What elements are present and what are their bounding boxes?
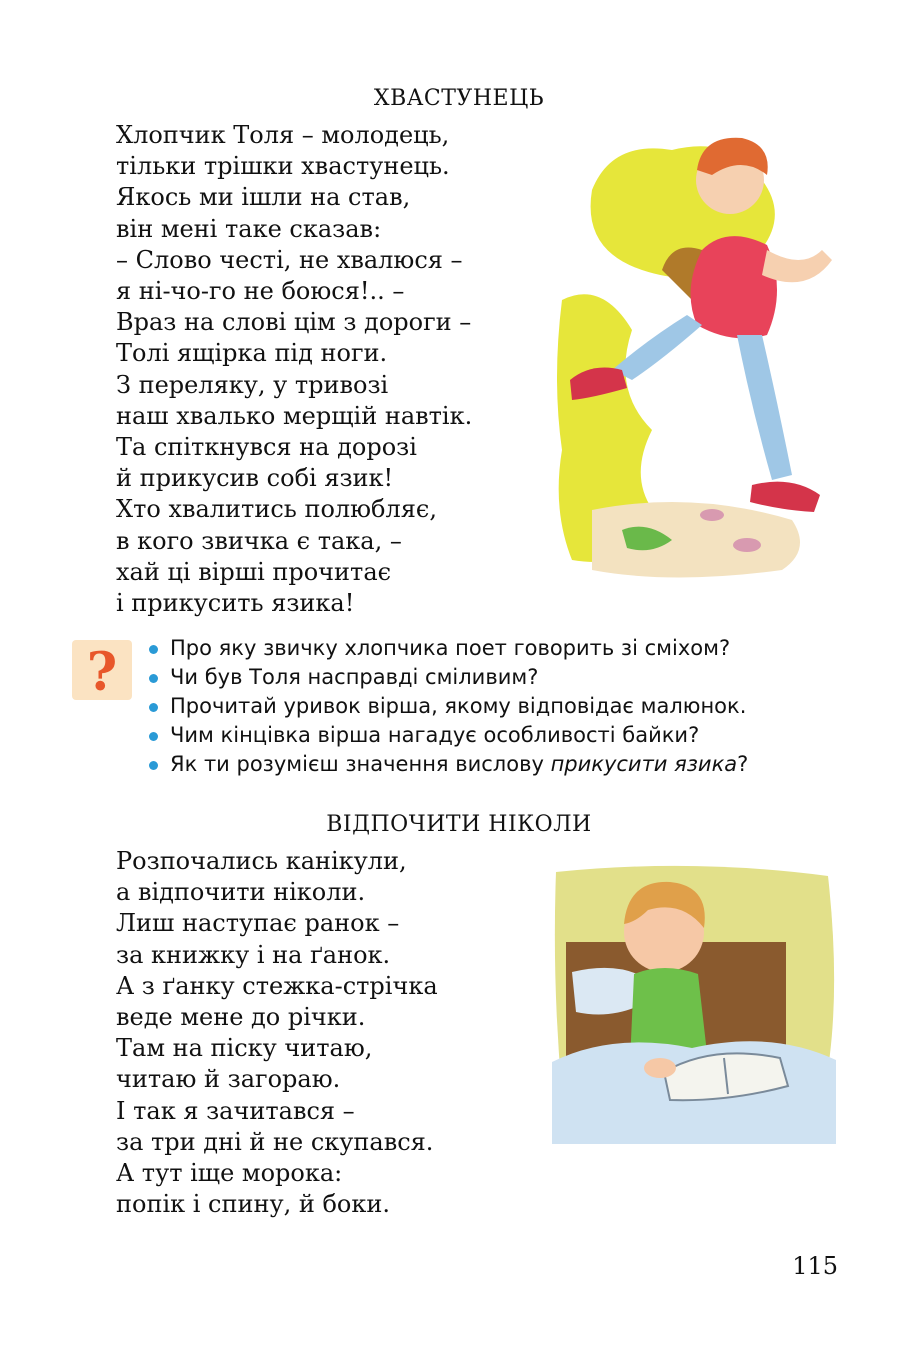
- poem-line: за три дні й не скупався.: [116, 1127, 434, 1156]
- poem-line: в кого звичка є така, –: [116, 526, 402, 555]
- question-mark-icon: [72, 640, 132, 700]
- question-item: Прочитай уривок вірша, якому відповідає малюнок.: [146, 692, 748, 721]
- question-mark: ?: [737, 752, 749, 776]
- poem-line: тільки трішки хвастунець.: [116, 152, 450, 181]
- poem1-text: [116, 120, 472, 619]
- question-item: Чим кінцівка вірша нагадує особливості байки?: [146, 721, 748, 750]
- poem-line: А тут іще морока:: [116, 1159, 343, 1188]
- poem-line: веде мене до річки.: [116, 1003, 366, 1032]
- poem-line: Хлопчик Толя – молодець,: [116, 121, 450, 149]
- poem-line: З переляку, у тривозі: [116, 370, 389, 399]
- poem-line: Розпочались канікули,: [116, 847, 407, 875]
- poem-line: І так я зачитався –: [116, 1096, 355, 1125]
- page-number: 115: [792, 1252, 838, 1280]
- question-item: [146, 750, 748, 779]
- poem-line: він мені таке сказав:: [116, 214, 382, 243]
- question-item: Про яку звичку хлопчика поет говорить зі сміхом?: [146, 634, 748, 663]
- poem-line: Враз на слові цім з дороги –: [116, 308, 472, 337]
- poem-line: а відпочити ніколи.: [116, 878, 366, 907]
- poem-line: Та спіткнувся на дорозі: [116, 433, 417, 462]
- poem-line: за книжку і на ґанок.: [116, 940, 391, 969]
- poem-line: Хто хвалитись полюбляє,: [116, 495, 437, 524]
- poem-line: Толі ящірка під ноги.: [116, 339, 388, 368]
- questions-list: [146, 634, 748, 779]
- poem-line: А з ґанку стежка-стрічка: [116, 971, 438, 1000]
- question-text: Як ти розумієш значення вислову: [170, 752, 551, 776]
- poem-line: й прикусив собі язик!: [116, 464, 394, 493]
- poem2-text: [116, 846, 438, 1220]
- reading-boy-illustration: [552, 862, 840, 1144]
- poem-line: і прикусить язика!: [116, 589, 355, 618]
- svg-text:?: ?: [86, 642, 118, 700]
- poem2-title: ВІДПОЧИТИ НІКОЛИ: [326, 812, 592, 837]
- poem-line: читаю й загораю.: [116, 1065, 341, 1094]
- question-italic-phrase: прикусити язика: [550, 752, 738, 776]
- poem-line: попік і спину, й боки.: [116, 1190, 391, 1219]
- poem-line: наш хвалько мерщій навтік.: [116, 401, 473, 430]
- poem-line: Там на піску читаю,: [116, 1034, 373, 1063]
- poem-line: я ні-чо-го не боюся!.. –: [116, 277, 405, 306]
- running-boy-illustration: [552, 130, 842, 590]
- poem-line: хай ці вірші прочитає: [116, 557, 392, 586]
- poem-line: Лиш наступає ранок –: [116, 909, 400, 938]
- poem-line: Якось ми ішли на став,: [116, 183, 411, 212]
- poem1-title: ХВАСТУНЕЦЬ: [373, 86, 545, 111]
- question-item: Чи був Толя насправді сміливим?: [146, 663, 748, 692]
- poem-line: – Слово честі, не хвалюся –: [116, 245, 463, 274]
